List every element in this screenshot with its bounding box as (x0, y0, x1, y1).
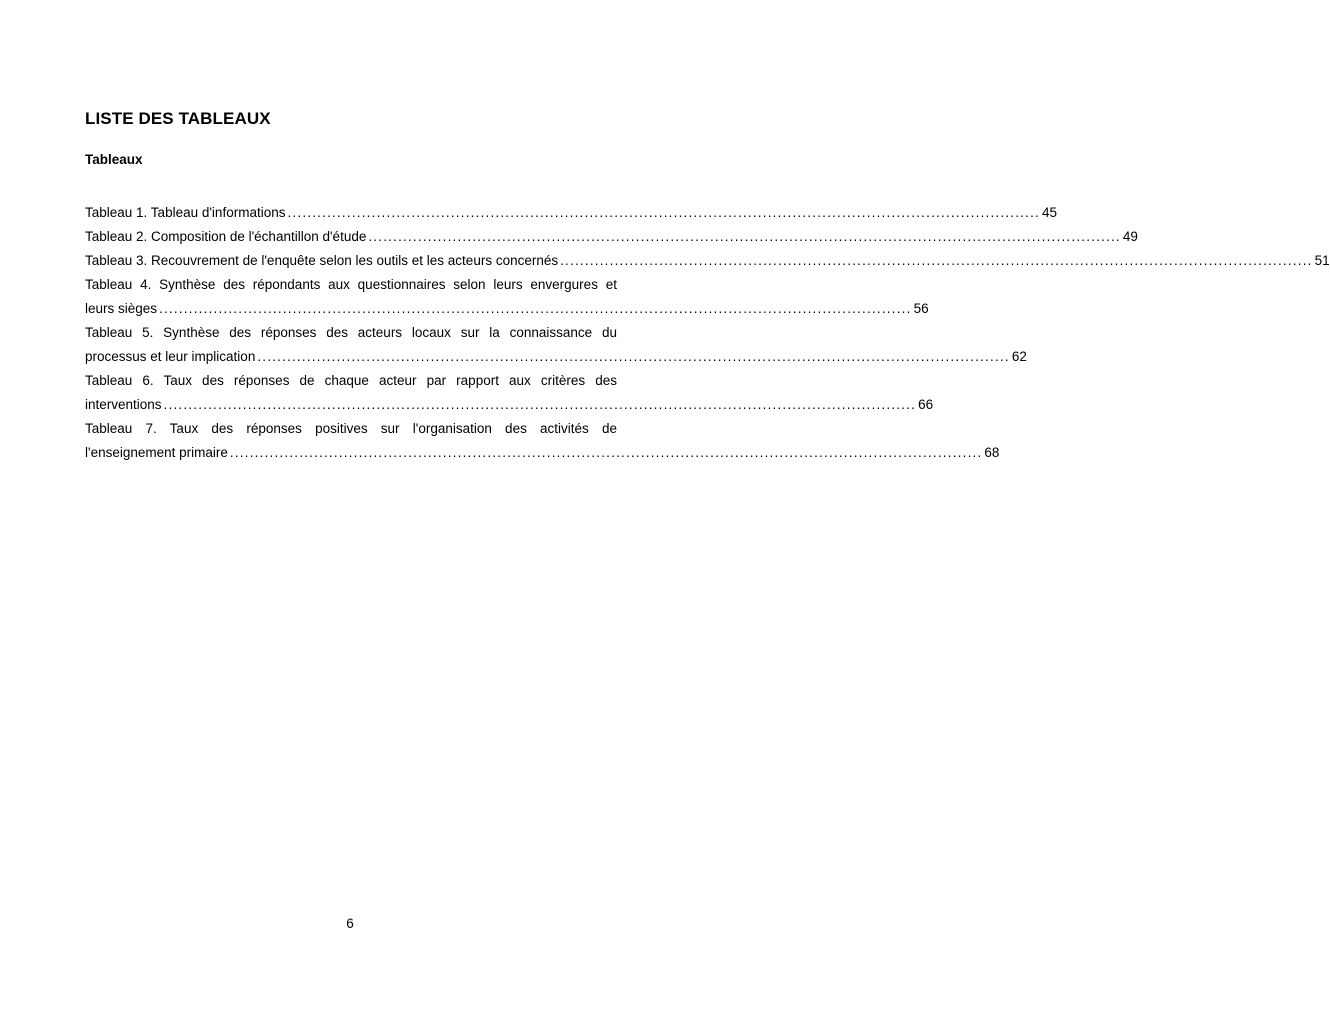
toc-entry-title-line2: interventions (85, 397, 162, 412)
page-heading: LISTE DES TABLEAUX (85, 109, 271, 128)
toc-entry-title-line2: l'enseignement primaire (85, 445, 228, 460)
toc-entry-title-line1: Tableau 6. Taux des réponses de chaque acteur par rapport aux critères des (85, 373, 617, 388)
toc-entry-line (85, 345, 1027, 369)
toc-entry-title-line1: Tableau 4. Synthèse des répondants aux questionnaires selon leurs envergures et (85, 277, 617, 292)
dot-leader: ........................................................................................................................................................ (560, 253, 1313, 268)
toc-entry-page: 66 (918, 397, 934, 412)
section-subheading: Tableaux (85, 152, 143, 167)
toc-entry-line (85, 249, 1330, 273)
dot-leader: ........................................................................................................................................................ (287, 205, 1040, 220)
toc-entry-page: 62 (1011, 349, 1027, 364)
toc-entry-title: Tableau 1. Tableau d'informations (85, 205, 286, 220)
toc-entry-page: 49 (1122, 229, 1138, 244)
page-number: 6 (346, 916, 354, 931)
toc-entry-2[interactable] (85, 225, 1138, 249)
toc-entry-title-line1: Tableau 7. Taux des réponses positives sur l'organisation des activités de (85, 421, 617, 436)
dot-leader: ........................................................................................................................................................ (368, 229, 1121, 244)
toc-entry-line (85, 393, 934, 417)
dot-leader: ........................................................................................................................................................ (163, 397, 917, 412)
toc-entry-line (85, 225, 1138, 249)
toc-entry-line (85, 201, 1058, 225)
toc-entry-page: 68 (984, 445, 1000, 460)
toc-entry-page: 51 (1314, 253, 1330, 268)
toc-entry-title-line2: processus et leur implication (85, 349, 256, 364)
toc-entry-1[interactable] (85, 201, 1058, 225)
toc-entry-6[interactable] (85, 369, 934, 417)
dot-leader: ........................................................................................................................................................ (229, 445, 983, 460)
toc-entry-7[interactable] (85, 417, 1000, 465)
toc-entry-title: Tableau 3. Recouvrement de l'enquête selon les outils et les acteurs concernés (85, 253, 559, 268)
toc-entry-line (85, 441, 1000, 465)
toc-entry-5[interactable] (85, 321, 1027, 369)
toc-entry-title: Tableau 2. Composition de l'échantillon d'étude (85, 229, 367, 244)
toc-entry-4[interactable] (85, 273, 929, 321)
toc-entry-page: 56 (913, 301, 929, 316)
toc-entry-3[interactable] (85, 249, 1330, 273)
dot-leader: ........................................................................................................................................................ (257, 349, 1010, 364)
toc-entry-line (85, 297, 929, 321)
dot-leader: ........................................................................................................................................................ (159, 301, 912, 316)
toc-entry-page: 45 (1041, 205, 1058, 220)
table-of-tables (85, 201, 1330, 465)
toc-entry-title-line1: Tableau 5. Synthèse des réponses des acteurs locaux sur la connaissance du (85, 325, 617, 340)
toc-entry-title-line2: leurs sièges (85, 301, 158, 316)
